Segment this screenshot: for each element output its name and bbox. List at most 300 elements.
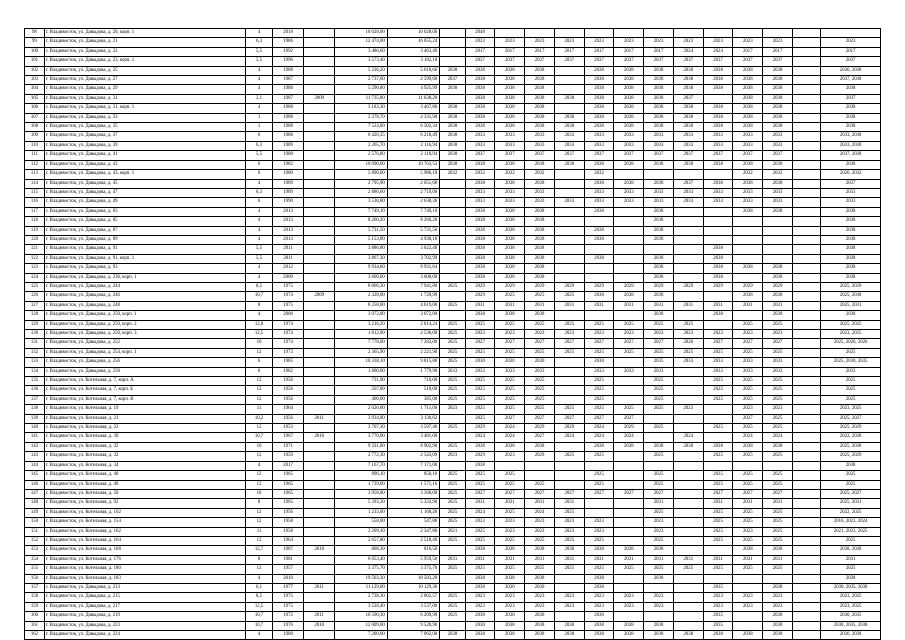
living-area-cell: 10 028,00 [387,29,439,38]
address-cell: г. Владивосток, ул. Котельная, д. 32 [44,442,245,451]
repair-year-cell: 2025 [525,292,555,301]
repair-year-cell: 2024 [465,433,495,442]
address-cell: г. Владивосток, ул. Давыдова, д. 35 [44,123,245,132]
repair-year-cell [673,452,703,461]
repair-year-cell: 2025 [673,320,703,329]
value-cell: 10 [246,442,273,451]
repair-year-cell: 2038 [763,546,793,555]
repair-year-cell: 2025 [644,348,674,357]
repair-year-cell: 2025 [525,480,555,489]
living-area-cell: 2 518,40 [387,536,439,545]
repair-year-cell: 2025 [465,536,495,545]
table-row [25,424,881,433]
value-cell: 8,5 [246,282,273,291]
repair-year-cell: 2023 [495,518,525,527]
repair-year-cell: 2038 [465,235,495,244]
repair-year-cell: 2038 [733,179,763,188]
year-built-cell: 1973 [272,348,303,357]
repair-year-cell: 2030 [584,612,614,621]
repair-year-cell: 2038 [554,631,584,640]
period-summary-cell: 2030, 2035, 2038 [821,621,881,630]
repair-year-cell: 2025 [763,480,793,489]
repair-year-cell: 2037 [525,151,555,160]
total-area-cell: 1 233,00 [335,508,387,517]
repair-year-cell [703,94,733,103]
repair-year-cell [440,57,466,66]
repair-year-cell: 2038 [644,104,674,113]
repair-year-cell: 2037 [584,57,614,66]
row-number: 104 [25,85,45,94]
year-repair-cell [304,555,335,564]
repair-year-cell: 2027 [703,489,733,498]
repair-year-cell: 2029 [465,282,495,291]
repair-year-cell: 2025 [733,480,763,489]
repair-year-cell [673,480,703,489]
repair-year-cell: 2033 [614,367,644,376]
value-cell: 6,3 [246,188,273,197]
living-area-cell: 2 347,80 [387,527,439,536]
repair-year-cell: 2038 [763,179,793,188]
repair-year-cell: 2017 [554,47,584,56]
repair-year-cell: 2037 [644,57,674,66]
repair-year-cell: 2025 [703,565,733,574]
repair-year-cell: 2025 [525,405,555,414]
period-summary-cell: 2022, 2025 [821,508,881,517]
repair-year-cell: 2025 [440,518,466,527]
repair-year-cell: 2038 [763,207,793,216]
repair-year-cell: 2038 [584,583,614,592]
row-number: 152 [25,536,45,545]
repair-year-cell: 2023 [554,330,584,339]
repair-year-cell [792,555,820,564]
repair-year-cell: 2017 [644,47,674,56]
address-cell: г. Владивосток, ул. Давыдова, д. 93 [44,264,245,273]
year-repair-cell [304,593,335,602]
repair-year-cell: 2031 [614,301,644,310]
repair-year-cell: 2029 [644,282,674,291]
repair-year-cell: 2038 [763,311,793,320]
repair-year-cell [763,574,793,583]
repair-year-cell [614,471,644,480]
address-cell: г. Владивосток, ул. Котельная, д. 30 [44,433,245,442]
address-cell: г. Владивосток, ул. Давыдова, д. 213 [44,583,245,592]
repair-year-cell [792,66,820,75]
table-row [25,235,881,244]
year-repair-cell [304,442,335,451]
repair-year-cell [440,292,466,301]
repair-year-cell: 2025 [703,424,733,433]
year-built-cell: 1982 [272,367,303,376]
repair-year-cell: 2025 [495,348,525,357]
repair-year-cell: 2023 [733,527,763,536]
year-repair-cell [304,386,335,395]
table-row [25,245,881,254]
living-area-cell: 10 763,53 [387,160,439,169]
year-built-cell: 1988 [272,631,303,640]
repair-year-cell [792,461,820,470]
row-number: 157 [25,583,45,592]
total-area-cell: 3 375,70 [335,565,387,574]
repair-year-cell: 2038 [763,66,793,75]
row-number: 148 [25,499,45,508]
row-number: 105 [25,94,45,103]
repair-year-cell [554,254,584,263]
repair-year-cell: 2033 [525,198,555,207]
period-summary-cell: 2025, 2026, 2026 [821,339,881,348]
repair-year-cell [703,433,733,442]
repair-year-cell: 2038 [763,273,793,282]
total-area-cell: 19 503,30 [335,574,387,583]
repair-year-cell: 2033 [495,367,525,376]
period-summary-cell: 2037 [821,94,881,103]
repair-year-cell [673,235,703,244]
repair-year-cell: 2029 [763,282,793,291]
repair-year-cell [440,574,466,583]
table-row [25,348,881,357]
value-cell: 12 [246,452,273,461]
repair-year-cell [440,29,466,38]
year-built-cell: 1980 [272,170,303,179]
row-number: 155 [25,565,45,574]
row-number: 135 [25,377,45,386]
repair-year-cell: 2025 [440,489,466,498]
repair-year-cell: 2023 [673,38,703,47]
row-number: 108 [25,123,45,132]
repair-year-cell: 2038 [525,207,555,216]
repair-year-cell [440,273,466,282]
repair-year-cell: 2025 [554,292,584,301]
address-cell: г. Владивосток, ул. Котельная, д. 19 [44,405,245,414]
repair-year-cell [792,471,820,480]
repair-year-cell [792,123,820,132]
repair-year-cell: 2025 [554,320,584,329]
row-number: 123 [25,264,45,273]
living-area-cell: 1 711,00 [387,405,439,414]
repair-year-cell [792,207,820,216]
repair-year-cell [673,527,703,536]
repair-year-cell: 2038 [614,66,644,75]
repair-year-cell [554,235,584,244]
repair-year-cell: 2038 [525,546,555,555]
repair-year-cell: 2038 [525,226,555,235]
value-cell: 2,1 [246,94,273,103]
repair-year-cell: 2025 [440,358,466,367]
repair-year-cell [792,179,820,188]
repair-year-cell: 2024 [554,433,584,442]
table-row [25,311,881,320]
value-cell: 5,5 [246,57,273,66]
value-cell: 6 [246,160,273,169]
repair-year-cell [673,377,703,386]
repair-year-cell: 2038 [703,123,733,132]
repair-year-cell: 2025 [644,377,674,386]
year-repair-cell [304,66,335,75]
repair-year-cell [614,508,644,517]
period-summary-cell: 2025, 2031 [821,499,881,508]
address-cell: г. Владивосток, ул. Котельная, д. 164 [44,536,245,545]
repair-year-cell: 2037 [673,179,703,188]
repair-year-cell: 2023 [644,527,674,536]
repair-year-cell: 2038 [525,123,555,132]
repair-year-cell: 2038 [465,226,495,235]
repair-year-cell [792,188,820,197]
table-row [25,198,881,207]
repair-year-cell [554,367,584,376]
value-cell: 4 [246,264,273,273]
table-row [25,405,881,414]
address-cell: г. Владивосток, ул. Котельная, д. 34 [44,461,245,470]
repair-year-cell [584,245,614,254]
living-area-cell: 18 583,20 [387,574,439,583]
repair-year-cell: 2030 [525,358,555,367]
repair-year-cell [614,480,644,489]
period-summary-cell: 2038 [821,104,881,113]
repair-year-cell: 2038 [763,160,793,169]
repair-year-cell [792,546,820,555]
total-area-cell: 7 778,00 [335,339,387,348]
table-row [25,57,881,66]
total-area-cell: 11 735,80 [335,94,387,103]
repair-year-cell: 2023 [525,602,555,611]
value-cell: 10,7 [246,621,273,630]
total-area-cell: 7 167,70 [335,461,387,470]
repair-year-cell: 2038 [465,254,495,263]
value-cell: 5,5 [246,254,273,263]
repair-year-cell: 2023 [440,405,466,414]
value-cell: 12 [246,480,273,489]
repair-year-cell: 2025 [644,320,674,329]
repair-year-cell: 2038 [584,226,614,235]
repair-year-cell [554,226,584,235]
row-number: 120 [25,235,45,244]
repair-year-cell: 2025 [733,377,763,386]
repair-year-cell: 2025 [584,480,614,489]
address-cell: г. Владивосток, ул. Давыдова, д. 41 [44,151,245,160]
repair-year-cell: 2038 [644,123,674,132]
repair-year-cell: 2033 [584,132,614,141]
repair-year-cell: 2027 [614,489,644,498]
repair-year-cell: 2038 [525,254,555,263]
repair-year-cell: 2033 [763,358,793,367]
repair-year-cell: 2023 [673,330,703,339]
value-cell: 12,8 [246,320,273,329]
repair-year-cell: 2025 [703,452,733,461]
repair-year-cell [792,151,820,160]
living-area-cell: 850,10 [387,471,439,480]
repair-year-cell: 2025 [440,377,466,386]
table-row [25,386,881,395]
repair-year-cell: 2023 [465,593,495,602]
repair-year-cell: 2038 [584,254,614,263]
total-area-cell: 9 331,80 [335,442,387,451]
repair-year-cell: 2025 [763,518,793,527]
repair-year-cell [733,311,763,320]
repair-year-cell: 2023 [763,330,793,339]
living-area-cell: 9 931,64 [387,264,439,273]
repair-year-cell: 2023 [584,518,614,527]
row-number: 98 [25,29,45,38]
value-cell: 11 [246,527,273,536]
row-number: 118 [25,217,45,226]
year-built-cell: 1975 [272,602,303,611]
value-cell: 4 [246,29,273,38]
repair-year-cell [673,264,703,273]
total-area-cell: 10 338,10 [335,358,387,367]
repair-year-cell: 2023 [465,330,495,339]
living-area-cell: 3 467,80 [387,104,439,113]
period-summary-cell: 2033 [821,198,881,207]
repair-year-cell: 2025 [465,480,495,489]
register-sheet [24,28,881,640]
repair-year-cell: 2038 [465,574,495,583]
value-cell: 8 [246,499,273,508]
repair-year-cell: 2023 [673,405,703,414]
repair-year-cell: 2031 [495,555,525,564]
repair-year-cell: 2033 [673,358,703,367]
period-summary-cell: 2025, 2038 [821,442,881,451]
year-repair-cell: 2009 [304,94,335,103]
living-area-cell: 710,00 [387,377,439,386]
total-area-cell: 7 200,00 [335,631,387,640]
repair-year-cell [554,377,584,386]
table-row [25,301,881,310]
row-number: 124 [25,273,45,282]
repair-year-cell [554,612,584,621]
repair-year-cell: 2027 [525,339,555,348]
year-built-cell: 1964 [272,536,303,545]
repair-year-cell: 2032 [525,170,555,179]
address-cell: г. Владивосток, ул. Давыдова, д. 91 [44,245,245,254]
period-summary-cell: 2023 [821,38,881,47]
total-area-cell: 2 265,70 [335,141,387,150]
repair-year-cell [584,29,614,38]
address-cell: г. Владивосток, ул. Давыдова, д. 91, корп. 1 [44,254,245,263]
repair-year-cell [614,612,644,621]
address-cell: г. Владивосток, ул. Давыдова, д. 244 [44,282,245,291]
year-built-cell: 1975 [272,282,303,291]
repair-year-cell [525,471,555,480]
repair-year-cell: 2033 [703,367,733,376]
repair-year-cell: 2031 [614,555,644,564]
total-area-cell: 3 867,30 [335,254,387,263]
repair-year-cell: 2025 [584,348,614,357]
repair-year-cell [763,217,793,226]
repair-year-cell: 2033 [525,132,555,141]
repair-year-cell [584,499,614,508]
repair-year-cell: 2038 [554,94,584,103]
year-repair-cell [304,339,335,348]
year-repair-cell [304,47,335,56]
repair-year-cell [440,311,466,320]
year-built-cell: 1956 [272,395,303,404]
repair-year-cell: 2038 [465,207,495,216]
repair-year-cell [614,452,644,461]
repair-year-cell [673,602,703,611]
repair-year-cell [440,245,466,254]
year-repair-cell [304,76,335,85]
repair-year-cell: 2033 [465,132,495,141]
repair-year-cell: 2025 [495,471,525,480]
repair-year-cell: 2037 [763,57,793,66]
repair-year-cell: 2025 [644,405,674,414]
repair-year-cell: 2025 [644,471,674,480]
repair-year-cell: 2025 [495,395,525,404]
repair-year-cell: 2025 [763,424,793,433]
period-summary-cell: 2031 [821,555,881,564]
repair-year-cell: 2035 [703,621,733,630]
repair-year-cell: 2038 [495,631,525,640]
year-built-cell: 1965 [272,499,303,508]
repair-year-cell [703,207,733,216]
repair-year-cell: 2038 [703,179,733,188]
address-cell: г. Владивосток, ул. Давыдова, д. 33 [44,113,245,122]
total-area-cell: 5 393,30 [335,499,387,508]
repair-year-cell: 2033 [763,198,793,207]
value-cell: 5,5 [246,47,273,56]
repair-year-cell: 2038 [495,160,525,169]
repair-year-cell: 2030 [465,583,495,592]
repair-year-cell: 2023 [525,330,555,339]
address-cell: г. Владивосток, ул. Давыдова, д. 83 [44,207,245,216]
repair-year-cell: 2038 [440,66,466,75]
repair-year-cell: 2033 [673,132,703,141]
value-cell: 5,5 [246,245,273,254]
repair-year-cell: 2023 [763,602,793,611]
repair-year-cell [703,235,733,244]
row-number: 156 [25,574,45,583]
repair-year-cell: 2033 [673,198,703,207]
living-area-cell: 6 218,49 [387,132,439,141]
repair-year-cell: 2038 [584,179,614,188]
value-cell: 4 [246,631,273,640]
repair-year-cell: 2025 [525,320,555,329]
address-cell: г. Владивосток, ул. Котельная, д. 162 [44,527,245,536]
repair-year-cell: 2023 [644,602,674,611]
repair-year-cell: 2038 [495,66,525,75]
repair-year-cell [733,254,763,263]
repair-year-cell: 2023 [584,527,614,536]
row-number: 139 [25,414,45,423]
repair-year-cell [440,414,466,423]
total-area-cell: 12 009,00 [335,621,387,630]
year-built-cell: 1996 [272,57,303,66]
repair-year-cell: 2038 [584,76,614,85]
repair-year-cell: 2025 [733,508,763,517]
repair-year-cell: 2038 [465,217,495,226]
year-built-cell: 1989 [272,141,303,150]
repair-year-cell [584,508,614,517]
value-cell: 6,3 [246,38,273,47]
value-cell: 12,5 [246,330,273,339]
repair-year-cell [673,207,703,216]
repair-year-cell: 2025 [584,386,614,395]
repair-year-cell: 2025 [733,395,763,404]
year-repair-cell [304,245,335,254]
value-cell: 11 [246,405,273,414]
repair-year-cell [673,367,703,376]
value-cell: 6 [246,367,273,376]
period-summary-cell: 2038 [821,226,881,235]
repair-year-cell: 2038 [644,226,674,235]
repair-year-cell [495,461,525,470]
period-summary-cell: 2025 [821,377,881,386]
repair-year-cell [644,583,674,592]
year-repair-cell: 2016 [304,433,335,442]
repair-year-cell: 2027 [465,339,495,348]
address-cell: г. Владивосток, ул. Котельная, д. 102 [44,508,245,517]
living-area-cell: 7 749,10 [387,207,439,216]
repair-year-cell: 2023 [495,330,525,339]
